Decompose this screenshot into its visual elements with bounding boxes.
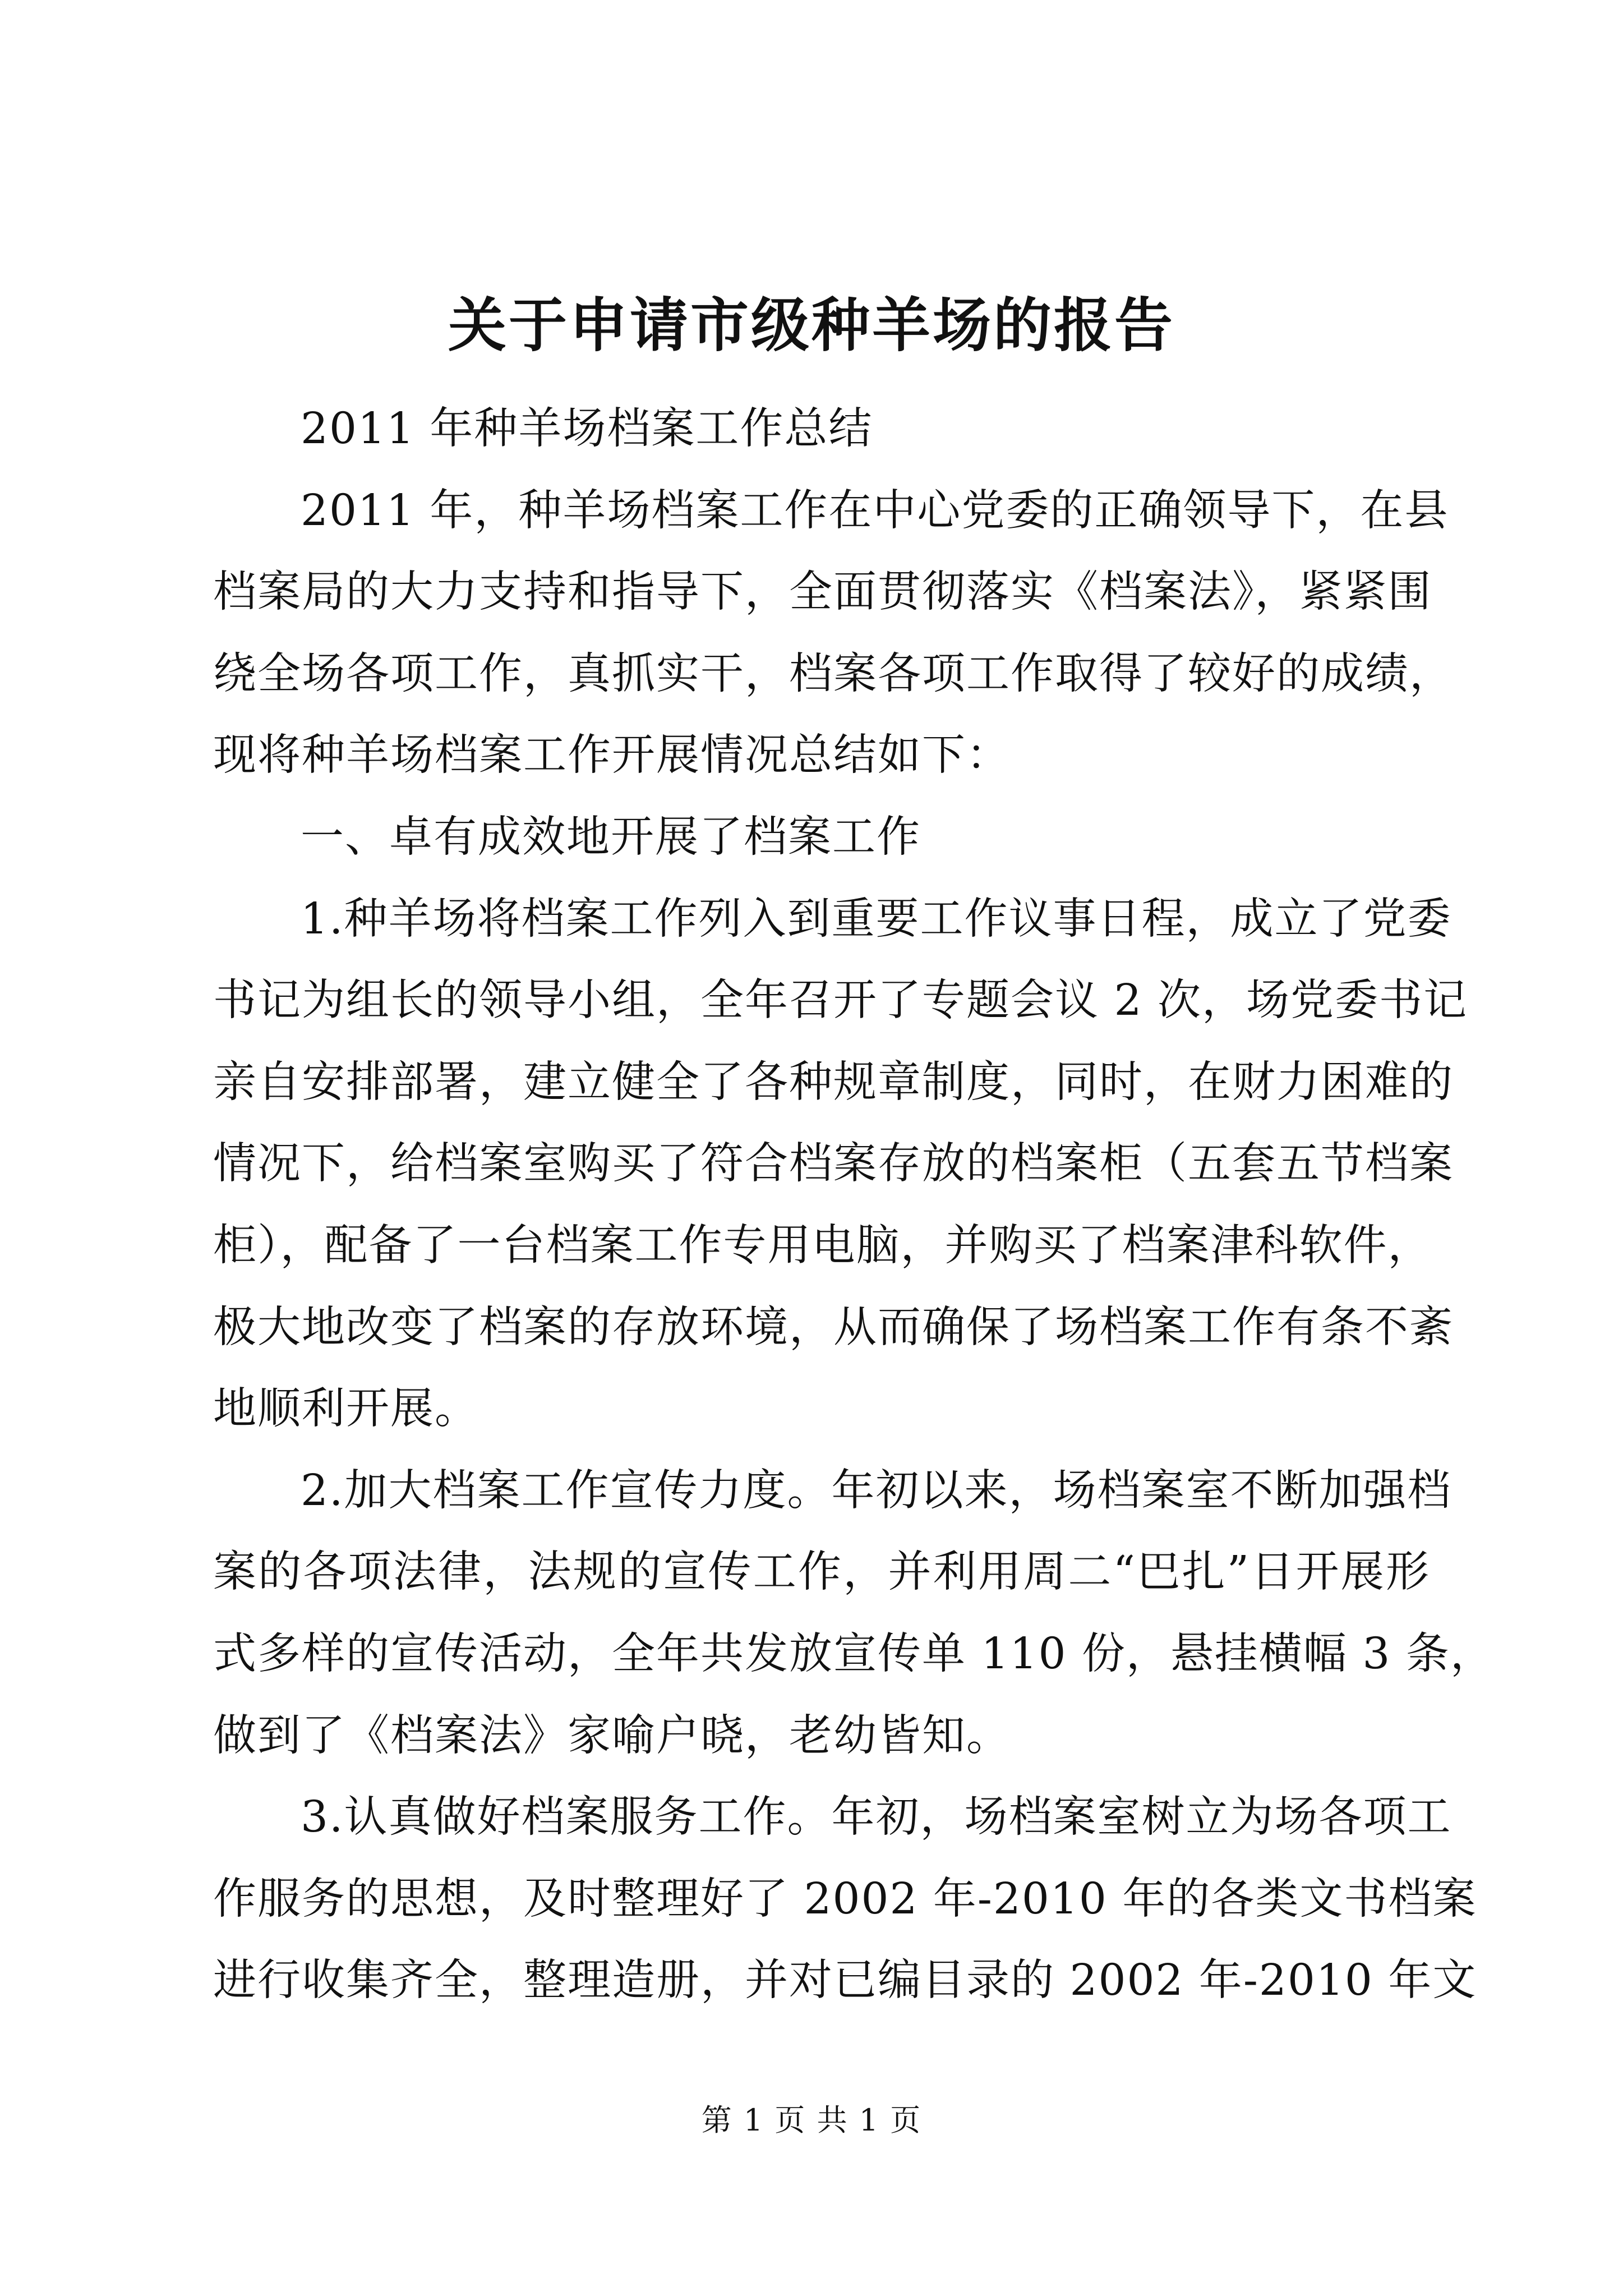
paragraph-line: 2011 年种羊场档案工作总结 bbox=[301, 404, 873, 454]
paragraph-line: 1.种羊场将档案工作列入到重要工作议事日程，成立了党委 bbox=[301, 894, 1452, 944]
paragraph-line: 2.加大档案工作宣传力度。年初以来，场档案室不断加强档 bbox=[301, 1465, 1452, 1516]
paragraph-line: 作服务的思想，及时整理好了 2002 年-2010 年的各类文书档案 bbox=[213, 1874, 1477, 1924]
paragraph-line: 极大地改变了档案的存放环境，从而确保了场档案工作有条不紊 bbox=[213, 1302, 1454, 1352]
paragraph-line: 案的各项法律，法规的宣传工作，并利用周二“巴扎”日开展形 bbox=[213, 1547, 1430, 1598]
paragraph-line: 做到了《档案法》家喻户晓，老幼皆知。 bbox=[213, 1710, 1011, 1761]
paragraph-line: 档案局的大力支持和指导下，全面贯彻落实《档案法》，紧紧围 bbox=[213, 567, 1432, 618]
paragraph-line: 现将种羊场档案工作开展情况总结如下： bbox=[213, 730, 1011, 781]
paragraph-line: 进行收集齐全，整理造册，并对已编目录的 2002 年-2010 年文 bbox=[213, 1955, 1477, 2006]
document-title: 关于申请市级种羊场的报告 bbox=[448, 291, 1175, 360]
paragraph-line: 式多样的宣传活动，全年共发放宣传单 110 份，悬挂横幅 3 条， bbox=[213, 1628, 1495, 1679]
page-number-footer: 第 1 页 共 1 页 bbox=[701, 2102, 922, 2138]
paragraph-line: 绕全场各项工作，真抓实干，档案各项工作取得了较好的成绩， bbox=[213, 648, 1454, 699]
paragraph-line: 地顺利开展。 bbox=[213, 1384, 479, 1434]
document-body bbox=[213, 388, 1495, 2022]
paragraph-line: 3.认真做好档案服务工作。年初，场档案室树立为场各项工 bbox=[301, 1792, 1452, 1843]
paragraph-line: 书记为组长的领导小组，全年召开了专题会议 2 次，场党委书记 bbox=[213, 976, 1468, 1026]
paragraph-line: 情况下，给档案室购买了符合档案存放的档案柜（五套五节档案 bbox=[213, 1139, 1454, 1189]
paragraph-line: 柜），配备了一台档案工作专用电脑，并购买了档案津科软件， bbox=[213, 1220, 1432, 1271]
paragraph-line: 亲自安排部署，建立健全了各种规章制度，同时，在财力困难的 bbox=[213, 1057, 1454, 1107]
paragraph-line: 2011 年，种羊场档案工作在中心党委的正确领导下，在县 bbox=[301, 485, 1449, 536]
section-heading: 一、卓有成效地开展了档案工作 bbox=[301, 812, 921, 862]
